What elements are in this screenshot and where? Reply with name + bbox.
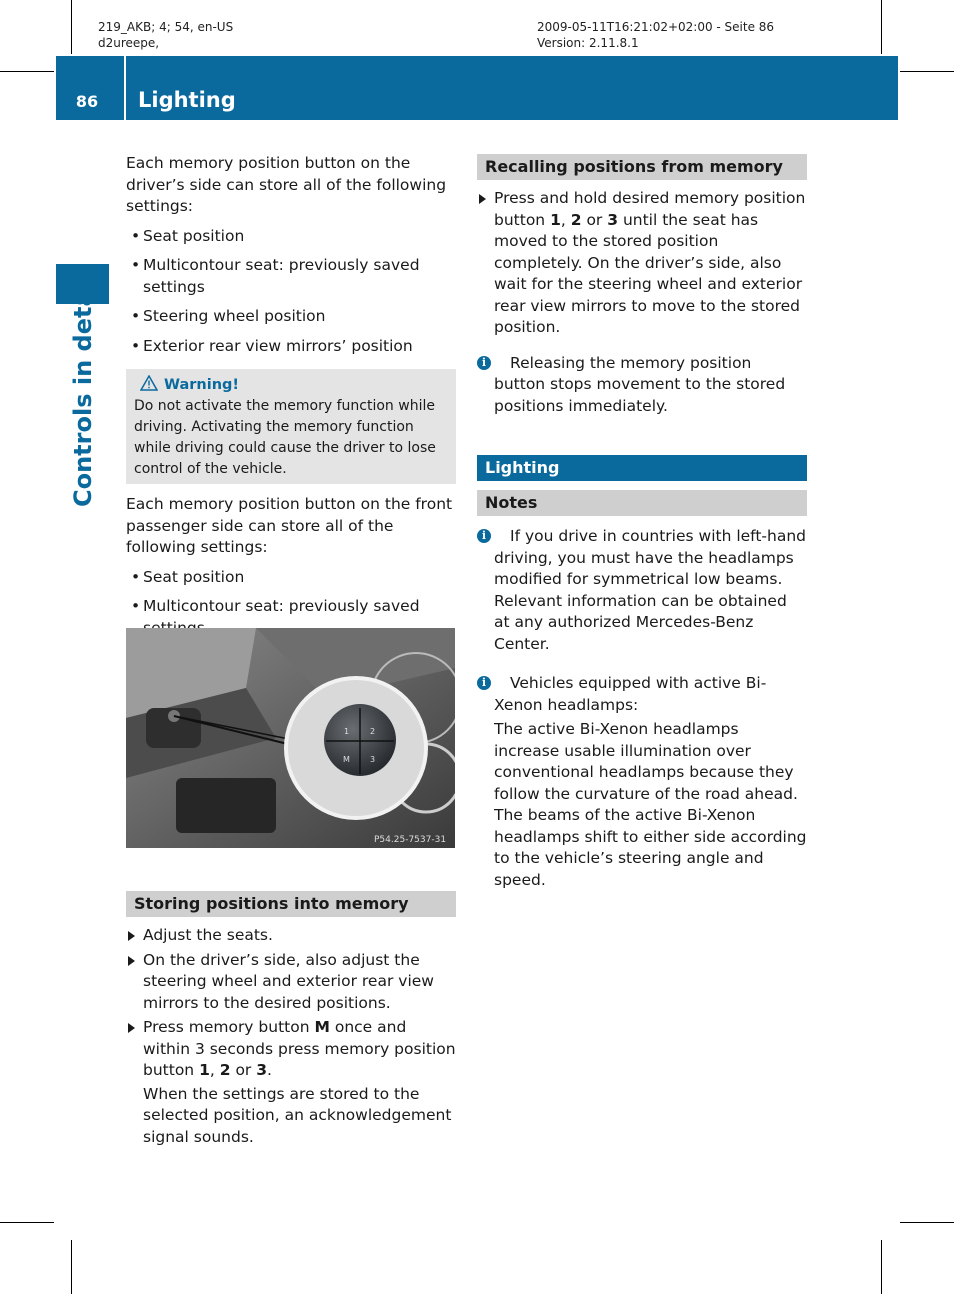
info-icon: i [477,529,491,543]
right-column [477,154,807,891]
list-item: • Steering wheel position [126,306,456,328]
warning-header [134,375,448,396]
door-panel-image [126,628,455,848]
page-number: 86 [75,92,99,111]
lighting-heading: Lighting [477,455,807,481]
triangle-bullet-icon [479,194,486,204]
step-item [126,950,456,1015]
crop-mark [900,71,954,72]
meta-left-line2: d2ureepe, [98,36,160,50]
crop-mark [0,1222,54,1223]
info-icon: i [477,676,491,690]
step-text-part: , [209,1061,220,1079]
meta-right-line2: Version: 2.11.8.1 [537,36,639,50]
list-item: • Seat position [126,567,456,589]
list-item: • Seat position [126,226,456,248]
warning-triangle-icon [140,375,158,391]
crop-mark [71,1240,72,1294]
step-text-part: Press memory button [143,1018,315,1036]
step-item [126,1017,456,1082]
header-divider [124,56,126,120]
crop-mark [881,1240,882,1294]
step-text-part: or [581,210,608,229]
position-button-label: 2 [219,1061,231,1079]
warning-text: Do not activate the memory function while driving. Activating the memory function while driving could cause the driver to lose control of the vehicle. [134,398,436,477]
position-button-label: 3 [256,1061,268,1079]
storing-heading: Storing positions into memory [126,891,456,917]
step-text-part: , [560,210,571,229]
photo-code: P54.25-7537-31 [374,835,447,845]
info-text: If you drive in countries with left-hand driving, you must have the headlamps modified for symmetrical low beams. Relevant information can be obtained at any authorized Mercedes-Benz Center. [494,527,807,653]
memory-button-label: M [314,1018,330,1036]
page-title: Lighting [138,88,236,112]
crop-mark [900,1222,954,1223]
list-item: • Exterior rear view mirrors’ position [126,336,456,358]
print-meta-left [98,19,233,51]
storing-section [126,891,456,1148]
warning-title: Warning! [164,377,240,393]
position-button-label: 3 [607,210,619,229]
passenger-intro: Each memory position button on the front passenger side can store all of the following settings: [126,495,453,556]
position-button-label: 2 [570,210,582,229]
print-meta-right [537,19,774,51]
step-text-part: . [267,1061,272,1079]
meta-left-line1: 219_AKB; 4; 54, en-US [98,20,234,34]
list-item: • Multicontour seat: previously saved [126,596,456,639]
crop-mark [0,71,54,72]
step-text [494,189,805,336]
list-item: • Multicontour seat: previously saved settings [126,255,456,298]
triangle-bullet-icon [128,1023,135,1033]
info-text: Releasing the memory position button stops movement to the stored positions immediately. [494,353,786,415]
step-text-part: Press and hold desired memory position button [494,189,806,229]
svg-text:3: 3 [370,755,376,764]
step-text: Adjust the seats. [143,926,273,944]
step-item [126,925,456,947]
warning-box [126,369,456,484]
crop-mark [71,0,72,54]
recall-heading: Recalling positions from memory [477,154,807,180]
svg-text:1: 1 [344,727,350,736]
left-column [126,153,456,639]
bixenon-text: The active Bi-Xenon headlamps increase usable illumination over conventional headlamps because they follow the curvature of the road ahead. The beams of the active Bi-Xenon headlamps shift to either side according to the vehicle’s steering angle and speed. [494,720,807,889]
triangle-bullet-icon [128,956,135,966]
svg-text:2: 2 [370,727,376,736]
meta-right-line1: 2009-05-11T16:21:02+02:00 - Seite 86 [537,20,775,34]
info-note [477,526,807,655]
info-note [477,353,807,418]
memory-buttons-photo [126,628,455,848]
info-icon: i [477,356,491,370]
storing-result: When the settings are stored to the selected position, an acknowledgement signal sounds. [143,1084,452,1146]
info-text: Vehicles equipped with active Bi-Xenon headlamps: [494,674,767,714]
step-text-part: or [230,1061,257,1079]
svg-text:M: M [343,755,350,764]
side-tab [60,273,104,612]
info-note [477,673,807,716]
position-button-label: 1 [550,210,561,229]
driver-intro: Each memory position button on the driver’s side can store all of the following settings: [126,154,447,215]
position-button-label: 1 [199,1061,210,1079]
step-text: On the driver’s side, also adjust the steering wheel and exterior rear view mirrors to the desired positions. [143,950,434,1012]
step-item [477,188,807,339]
side-tab-label: Controls in detail [69,273,97,507]
triangle-bullet-icon [128,931,135,941]
crop-mark [881,0,882,54]
notes-heading: Notes [477,490,807,516]
step-text-part: once and within 3 seconds press memory position button [143,1018,456,1079]
step-text [143,1018,456,1079]
step-text-part: until the seat has moved to the stored position completely. On the driver’s side, also wait for the steering wheel and exterior rear view mirrors to move to the stored position. [494,210,803,336]
